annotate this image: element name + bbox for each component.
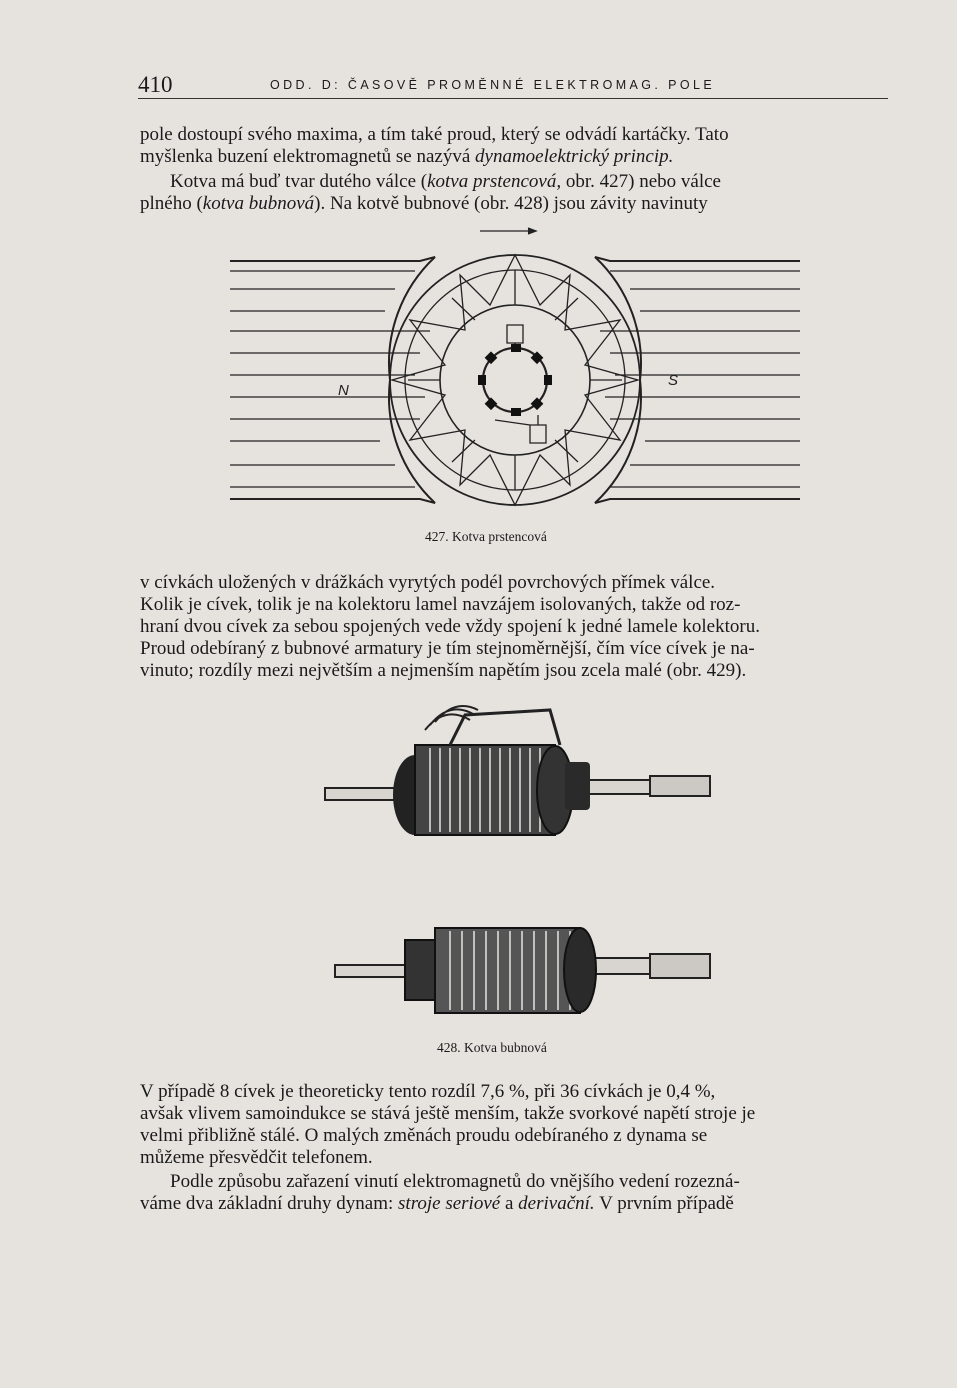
- pole-label-s: S: [668, 372, 679, 389]
- commutator-segment: [485, 351, 498, 364]
- term-ring-armature: kotva prstencová,: [427, 171, 562, 192]
- page-number: 410: [138, 72, 173, 97]
- text-run: plného (: [140, 193, 203, 214]
- text-run: Kotva má buď tvar dutého válce (: [170, 171, 428, 192]
- figure-428-caption: 428. Kotva bubnová: [437, 1040, 547, 1055]
- term-dynamoelectric-principle: dynamoelektrický princip.: [475, 146, 674, 167]
- drum-armature-illustration: [320, 700, 720, 1040]
- paragraph-3-line-2: Kolik je cívek, tolik je na kolektoru lamel navzájem isolovaných, takže od roz-: [140, 594, 741, 615]
- paragraph-5-line-2: [140, 1193, 892, 1215]
- drum-armature-wound: [325, 706, 710, 835]
- commutator-segment: [511, 344, 521, 352]
- running-head: ODD. D: ČASOVĚ PROMĚNNÉ ELEKTROMAG. POLE: [270, 78, 716, 92]
- paragraph-4: [140, 1081, 892, 1169]
- paragraph-3-line-4: Proud odebíraný z bubnové armatury je tím stejnoměrnější, čím více cívek je na-: [140, 638, 755, 659]
- page-header: [138, 70, 888, 100]
- paragraph-3-line-5: vinuto; rozdíly mezi největším a nejmenším napětím jsou zcela malé (obr. 429).: [140, 660, 747, 681]
- commutator-segment: [485, 397, 498, 410]
- paragraph-1-line-1: pole dostoupí svého maxima, a tím také proud, který se odvádí kartáčky. Tato: [140, 124, 729, 145]
- pole-label-n: N: [338, 382, 349, 399]
- term-shunt-machines: derivační.: [518, 1193, 595, 1214]
- commutator-segment: [511, 408, 521, 416]
- paragraph-4-line-2: avšak vlivem samoindukce se stává ještě menším, takže svorkové napětí stroje je: [140, 1103, 756, 1124]
- paragraph-2-line-2: [140, 193, 892, 215]
- text-run: myšlenka buzení elektromagnetů se nazývá: [140, 146, 476, 167]
- paragraph-1-line-2: [140, 146, 892, 168]
- paragraph-2: [140, 171, 892, 215]
- paragraph-4-line-4: můžeme přesvědčit telefonem.: [140, 1147, 373, 1168]
- commutator-segment: [544, 375, 552, 385]
- paragraph-3-line-3: hraní dvou cívek za sebou spojených vede vždy spojení k jedné lamele kolektoru.: [140, 616, 760, 637]
- term-drum-armature: kotva bubnová: [202, 193, 315, 214]
- paragraph-2-line-1: [140, 171, 892, 193]
- figure-427-caption: 427. Kotva prstencová: [425, 529, 547, 544]
- paragraph-1: [140, 124, 892, 168]
- text-run: ). Na kotvě bubnové (obr. 428) jsou závity navinuty: [314, 193, 708, 214]
- drum-armature-plain: [335, 928, 710, 1013]
- text-run: V prvním případě: [594, 1193, 734, 1214]
- paragraph-5: [140, 1171, 892, 1215]
- ring-armature-diagram: [220, 225, 810, 525]
- paragraph-3: [140, 572, 892, 682]
- term-series-machines: stroje seriové: [398, 1193, 501, 1214]
- text-run: váme dva základní druhy dynam:: [140, 1193, 399, 1214]
- paragraph-4-line-1: V případě 8 cívek je theoreticky tento rozdíl 7,6 %, při 36 cívkách je 0,4 %,: [140, 1081, 716, 1102]
- text-run: a: [500, 1193, 519, 1214]
- commutator-segment: [478, 375, 486, 385]
- paragraph-3-line-1: v cívkách uložených v drážkách vyrytých podél povrchových přímek válce.: [140, 572, 716, 593]
- paragraph-5-line-1: Podle způsobu zařazení vinutí elektromagnetů do vnějšího vedení rozezná-: [170, 1171, 740, 1192]
- paragraph-4-line-3: velmi přibližně stálé. O malých změnách proudu odebíraného z dynama se: [140, 1125, 708, 1146]
- text-run: obr. 427) nebo válce: [561, 171, 721, 192]
- header-rule: [138, 98, 888, 99]
